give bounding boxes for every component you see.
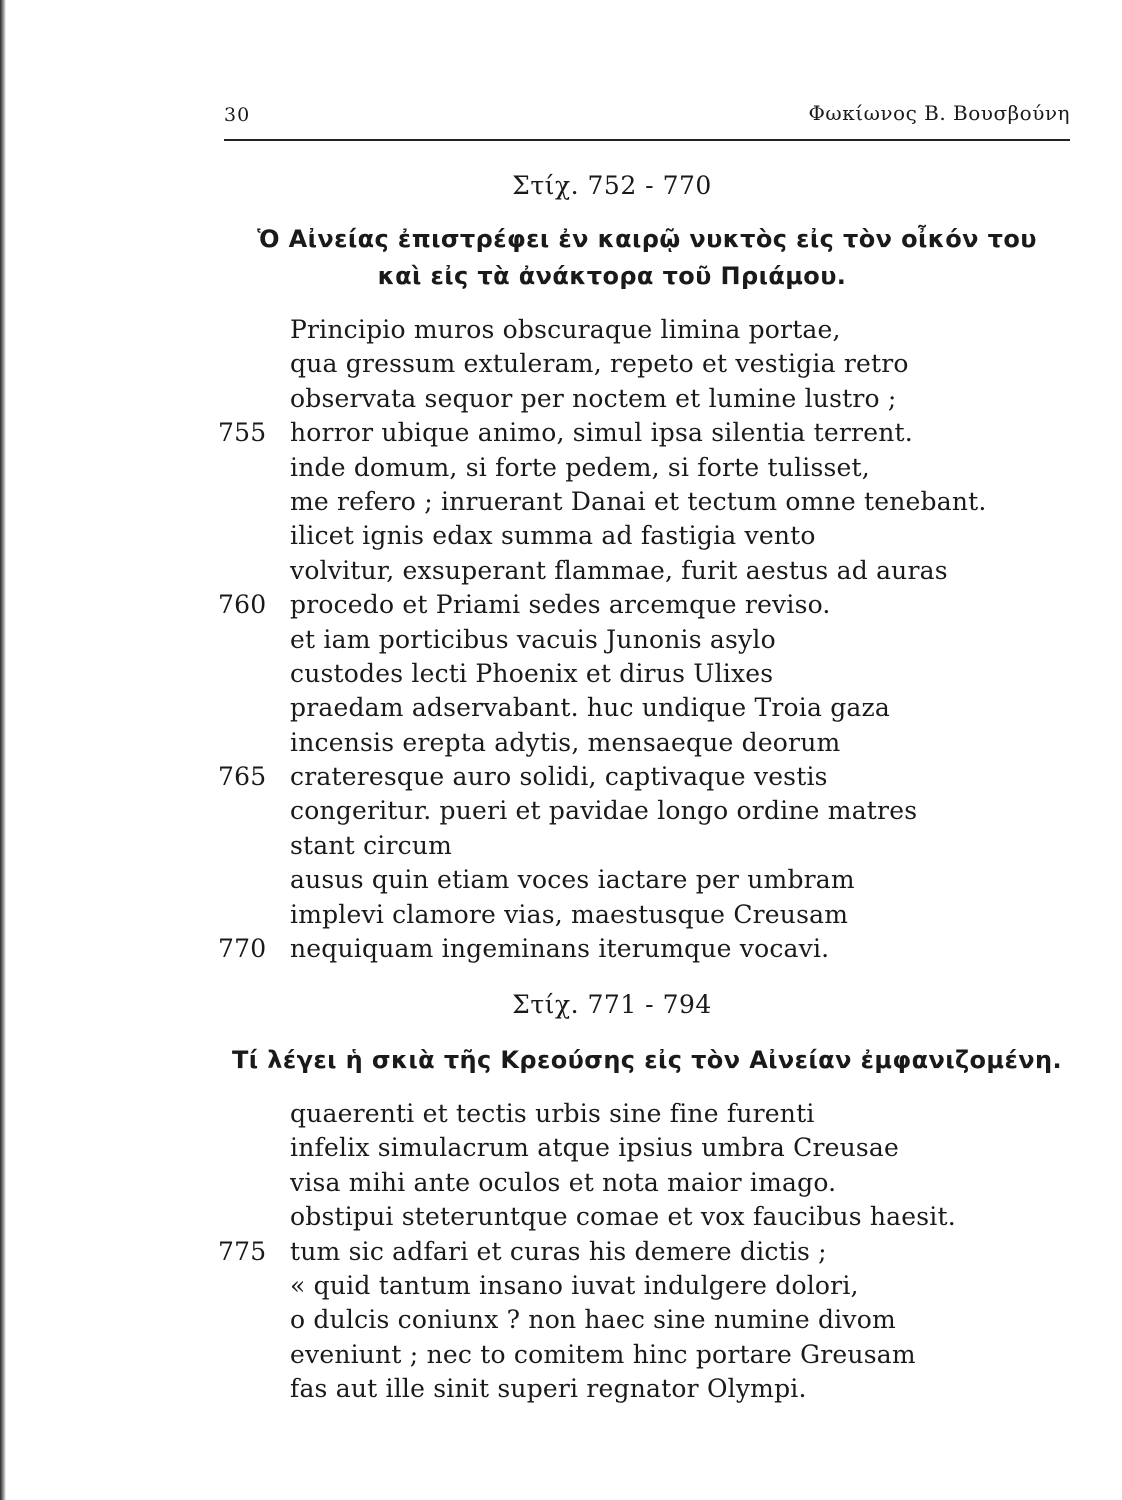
section-label: Στίχ. 752 - 770	[512, 171, 712, 200]
section-title-line: καὶ εἰς τὰ ἀνάκτορα τοῦ Πριάμου.	[377, 262, 847, 290]
verse-text: crateresque auro solidi, captivaque vestis	[290, 762, 828, 792]
verse-text: observata sequor per noctem et lumine lustro ;	[290, 383, 897, 413]
verse-text: tum sic adfari et curas his demere dictis ;	[290, 1236, 827, 1266]
section-label: Στίχ. 771 - 794	[512, 990, 712, 1019]
verse-text: nequiquam ingeminans iterumque vocavi.	[290, 934, 830, 964]
line-number: 755	[218, 418, 267, 448]
verse-text: inde domum, si forte pedem, si forte tulisset,	[290, 452, 870, 482]
line-number: 760	[218, 590, 267, 620]
verse-text: qua gressum extuleram, repeto et vestigia retro	[290, 349, 909, 379]
verse-text: « quid tantum insano iuvat indulgere dolori,	[290, 1270, 859, 1300]
verse-text: Principio muros obscuraque limina portae,	[290, 315, 841, 344]
verse-text: custodes lecti Phoenix et dirus Ulixes	[290, 658, 774, 688]
verse-text: me refero ; inruerant Danai et tectum omne tenebant.	[290, 486, 987, 516]
verse-text: visa mihi ante oculos et nota maior imago.	[290, 1167, 837, 1197]
header-rule	[224, 139, 1070, 141]
page-number: 30	[224, 104, 251, 126]
verse-text: procedo et Priami sedes arcemque reviso.	[290, 590, 831, 620]
verse-text: ausus quin etiam voces iactare per umbram	[290, 865, 855, 895]
verse-text: quaerenti et tectis urbis sine fine furenti	[290, 1099, 815, 1128]
verse-text: infelix simulacrum atque ipsius umbra Creusae	[290, 1133, 900, 1163]
verse-text: horror ubique animo, simul ipsa silentia terrent.	[290, 418, 913, 448]
section-title-line: Ὁ Αἰνείας ἐπιστρέφει ἐν καιρῷ νυκτὸς εἰς τὸν οἶκόν του	[257, 225, 1037, 253]
verse-text: praedam adservabant. huc undique Troia gaza	[290, 693, 890, 723]
verse-text: eveniunt ; nec to comitem hinc portare Greusam	[290, 1339, 916, 1369]
verse-text: incensis erepta adytis, mensaeque deorum	[290, 727, 841, 757]
verse-text: implevi clamore vias, maestusque Creusam	[290, 899, 849, 929]
verse-text: ilicet ignis edax summa ad fastigia vento	[290, 521, 816, 551]
line-number: 770	[218, 934, 267, 964]
running-head: Φωκίωνος Β. Βουσβούνη	[808, 101, 1070, 125]
section-title-line: Τί λέγει ἡ σκιὰ τῆς Κρεούσης εἰς τὸν Αἰνείαν ἐμφανιζομένη.	[232, 1046, 1062, 1074]
verse-text: stant circum	[290, 830, 453, 860]
line-number: 765	[218, 762, 267, 792]
page-left-edge-shadow	[0, 0, 6, 1500]
verse-text: o dulcis coniunx ? non haec sine numine divom	[290, 1305, 896, 1335]
verse-text: et iam porticibus vacuis Junonis asylo	[290, 624, 776, 654]
line-number: 775	[218, 1236, 267, 1266]
verse-text: fas aut ille sinit superi regnator Olympi.	[290, 1374, 807, 1404]
verse-text: volvitur, exsuperant flammae, furit aestus ad auras	[290, 555, 948, 585]
verse-text: congeritur. pueri et pavidae longo ordine matres	[290, 796, 918, 826]
verse-text: obstipui steteruntque comae et vox faucibus haesit.	[290, 1202, 956, 1232]
